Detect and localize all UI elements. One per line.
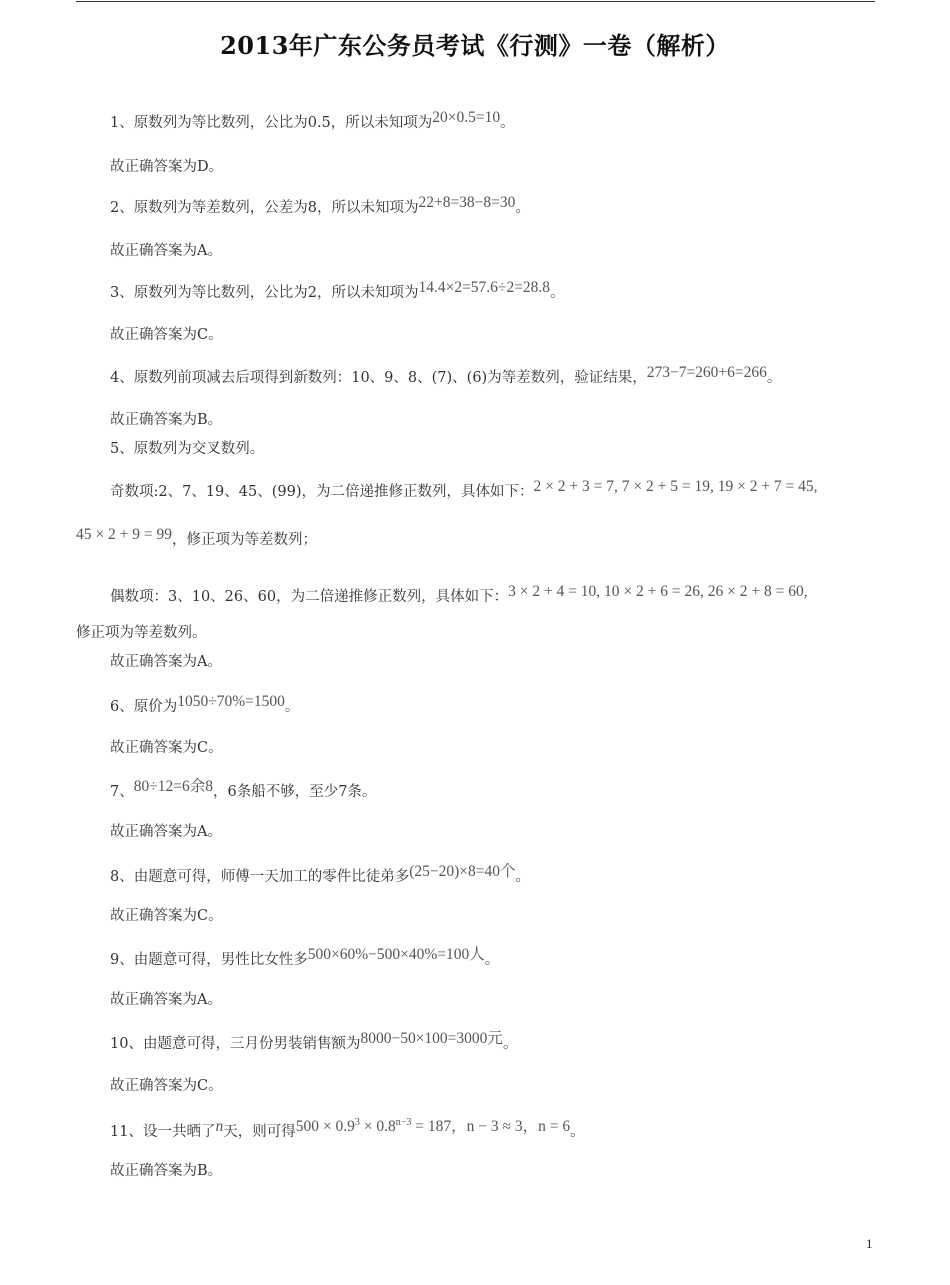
answer-line: 故正确答案为A。 bbox=[110, 654, 222, 670]
answer-line: 4、原数列前项减去后项得到新数列：10、9、8、(7)、(6)为等差数列，验证结果，273−7=260+6=266。 bbox=[110, 364, 782, 386]
answer-line: 1、原数列为等比数列，公比为0.5，所以未知项为20×0.5=10。 bbox=[110, 109, 515, 131]
answer-line: 故正确答案为A。 bbox=[110, 824, 222, 840]
answer-line: 8、由题意可得，师傅一天加工的零件比徒弟多(25−20)×8=40个。 bbox=[110, 863, 531, 885]
answer-line: 故正确答案为A。 bbox=[110, 992, 222, 1008]
answer-line: 10、由题意可得，三月份男装销售额为8000−50×100=3000元。 bbox=[110, 1030, 518, 1052]
answer-line: 2、原数列为等差数列，公差为8，所以未知项为22+8=38−8=30。 bbox=[110, 194, 530, 216]
top-rule bbox=[76, 1, 875, 2]
answer-line: 11、设一共晒了n天，则可得$500 \times 0.9^3 \times 0.8^{n-3} = 187$，n − 3 ≈ 3，n = 6。 bbox=[110, 1117, 585, 1141]
answer-line: 7、80÷12=6余8，6条船不够，至少7条。 bbox=[110, 778, 377, 800]
answer-line: 5、原数列为交叉数列。 bbox=[110, 441, 265, 457]
answer-line: 故正确答案为D。 bbox=[110, 159, 224, 175]
answer-line: 奇数项:2、7、19、45、(99)，为二倍递推修正数列，具体如下：2 × 2 + 3 = 7, 7 × 2 + 5 = 19, 19 × 2 + 7 = 45, bbox=[110, 478, 818, 500]
answer-line: 故正确答案为B。 bbox=[110, 412, 223, 428]
answer-line: 故正确答案为C。 bbox=[110, 327, 223, 343]
answer-line: 9、由题意可得，男性比女性多500×60%−500×40%=100人。 bbox=[110, 946, 500, 968]
answer-line: 修正项为等差数列。 bbox=[76, 625, 207, 641]
answer-line: 故正确答案为B。 bbox=[110, 1163, 223, 1179]
answer-line: 6、原价为1050÷70%=1500。 bbox=[110, 693, 300, 715]
answer-line: 故正确答案为C。 bbox=[110, 1078, 223, 1094]
answer-line: 故正确答案为C。 bbox=[110, 908, 223, 924]
answer-line: 偶数项：3、10、26、60，为二倍递推修正数列，具体如下：3 × 2 + 4 = 10, 10 × 2 + 6 = 26, 26 × 2 + 8 = 60, bbox=[110, 583, 808, 605]
page-title: 2013年广东公务员考试《行测》一卷（解析） bbox=[220, 31, 730, 60]
answer-line: 3、原数列为等比数列，公比为2，所以未知项为14.4×2=57.6÷2=28.8。 bbox=[110, 279, 565, 301]
answer-line: 故正确答案为C。 bbox=[110, 740, 223, 756]
page-number: 1 bbox=[866, 1236, 873, 1251]
answer-line: 故正确答案为A。 bbox=[110, 243, 222, 259]
answer-line: 45 × 2 + 9 = 99，修正项为等差数列； bbox=[76, 526, 317, 548]
